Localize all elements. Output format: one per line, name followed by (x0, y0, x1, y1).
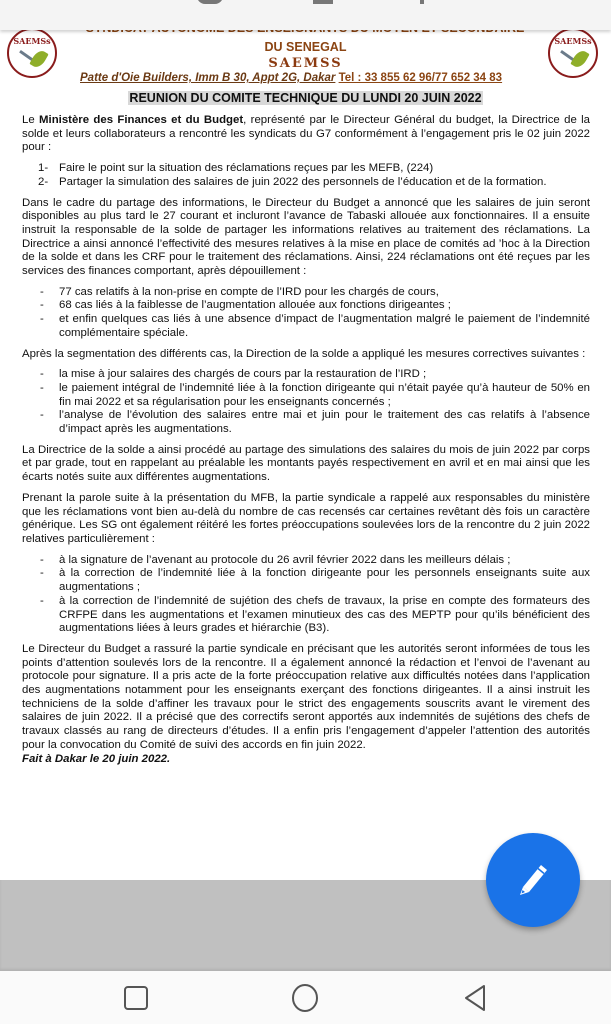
home-button[interactable] (290, 983, 320, 1013)
paragraph: La Directrice de la solde a ainsi procédé au partage des simulations des salaires du mois de juin 2022 par corps et par grade, tout en rappelant au préalable les montants payés respectivement en avril et en mai ainsi que les écarts notés suite aux différentes augmentations. (22, 443, 590, 484)
toolbar-icon-partial[interactable] (197, 0, 223, 4)
signoff: Fait à Dakar le 20 juin 2022. (22, 752, 171, 765)
address-text: Patte d'Oie Builders, Imm B 30, Appt 2G, Dakar (80, 72, 336, 84)
list-item: - et enfin quelques cas liés à une absence d’impact de l’augmentation malgré le paiement de l’indemnité complémentaire spéciale. (40, 313, 590, 339)
list-item: - le paiement intégral de l’indemnité liée à la fonction dirigeante qui n’était payée qu’à hauteur de 50% en fin mai 2022 et sa régularisation pour les enseignants concernés ; (40, 381, 590, 408)
list-item: - la mise à jour salaires des chargés de cours par la restauration de l’IRD ; (40, 368, 427, 381)
intro-paragraph: Le Ministère des Finances et du Budget, représenté par le Directeur Général du budget, la Directrice de la solde et leurs collaborateurs a rencontré les syndicats du G7 conformément à l’engagement pris le 02 juin 2022 pour : (22, 114, 591, 154)
org-address (80, 72, 502, 84)
document-title (0, 89, 611, 107)
org-name-line2: DU SENEGAL (264, 40, 347, 54)
ministry-name: Ministère des Finances et du Budget (39, 114, 244, 126)
phone-text: Tel : 33 855 62 96/77 652 34 83 (338, 72, 503, 84)
document-body (22, 114, 590, 773)
list-item: - l’analyse de l’évolution des salaires entre mai et juin pour le traitement des cas relatifs à l’absence d’impact après les augmentations. (40, 409, 590, 436)
circle-icon (290, 983, 320, 1013)
android-nav-bar (0, 971, 611, 1024)
cases-list (22, 286, 590, 341)
top-toolbar (0, 0, 611, 30)
edit-fab-button[interactable] (486, 833, 580, 927)
list-item: - 77 cas relatifs à la non-prise en compte de l’IRD pour les chargés de cours, (40, 285, 439, 298)
triangle-back-icon (460, 983, 490, 1013)
list-item: 1- Faire le point sur la situation des réclamations reçues par les MEFB, (224) (38, 162, 434, 175)
concerns-list (22, 554, 590, 636)
pencil-icon (517, 861, 549, 897)
recent-apps-button[interactable] (121, 983, 151, 1013)
toolbar-icon-partial[interactable] (313, 0, 333, 4)
paragraph: Après la segmentation des différents cas, la Direction de la solde a appliqué les mesures correctives suivantes : (22, 347, 586, 360)
toolbar-icon-partial[interactable] (420, 0, 424, 4)
paragraph: Dans le cadre du partage des informations, le Directeur du Budget a annoncé que les salaires de juin seront disponibles au plus tard le 27 courant et incluront l’avance de Tabaski allouée aux fonctionnaires. Il a ensuite instruit la responsable de la solde de partager les informations relatives au traitement des réclamations. La Directrice a ainsi annoncé l’effectivité des mesures relatives à la mise en place de comités ad ’hoc à la Direction de la solde et dans les CRF pour le traitement des réclamations. Ainsi, 224 réclamations ont été reçues par les services des finances comportant, après dépouillement : (22, 196, 590, 278)
agenda-list (22, 162, 590, 189)
logo-text: SAEMSs (13, 36, 51, 46)
list-item: - à la correction de l’indemnité de sujétion des chefs de travaux, la prise en compte des formateurs des CRFPE dans les augmentations et l’examen minutieux des cas des MEPTP pour qu’ils bénéficient des augmentations liées à leurs grades et hiérarchie (B3). (40, 594, 590, 635)
measures-list (22, 368, 590, 437)
paragraph: Prenant la parole suite à la présentation du MFB, la partie syndicale a rappelé aux responsables du ministère que les réclamations vont bien au-delà du nombre de cas recensés car certaines revêtant dès fois un caractère générique. Les SG ont également réitéré les fortes préoccupations soulevées lors de la rencontre du 2 juin 2022 relatives particulièrement : (22, 491, 590, 545)
square-icon (121, 983, 151, 1013)
title-text: REUNION DU COMITE TECHNIQUE DU LUNDI 20 JUIN 2022 (129, 91, 482, 105)
org-acronym: SAEMSS (268, 56, 343, 71)
logo-text: SAEMSs (554, 36, 592, 46)
list-item: - à la correction de l’indemnité liée à la fonction dirigeante pour les personnels enseignants suite aux augmentations ; (40, 567, 590, 594)
list-item: - à la signature de l’avenant au protocole du 26 avril février 2022 dans les meilleurs délais ; (40, 553, 511, 566)
back-button[interactable] (460, 983, 490, 1013)
paragraph: Le Directeur du Budget a rassuré la partie syndicale en précisant que les autorités seront informées de tous les points d’attention soulevés lors de la rencontre. Il a également annoncé la rédaction et l’envoi de l’avenant au protocole pour signature. Il a pris acte de la forte préoccupation relative aux difficultés notées dans l’application des augmentations notamment pour les enseignants exerçant des fonctions dirigeantes. Il a ainsi instruit les techniciens de la solde d’affiner les travaux pour le strict des engagements souscrits avant le virement des salaires de juin 2022. Il a précisé que des correctifs seront apportés aux indemnités de sujétions des chefs de travaux classés au rang de directeurs d’études. Il a enfin pris l’engagement d’appeler l’attention des autorités pour la convocation du Comité de suivi des accords en fin juin 2022. (22, 642, 590, 751)
document-page (0, 22, 611, 880)
list-item: 2- Partager la simulation des salaires de juin 2022 des personnels de l’éducation et de la formation. (38, 175, 547, 188)
list-item: - 68 cas liés à la faiblesse de l’augmentation allouée aux fonctions dirigeantes ; (40, 299, 451, 312)
